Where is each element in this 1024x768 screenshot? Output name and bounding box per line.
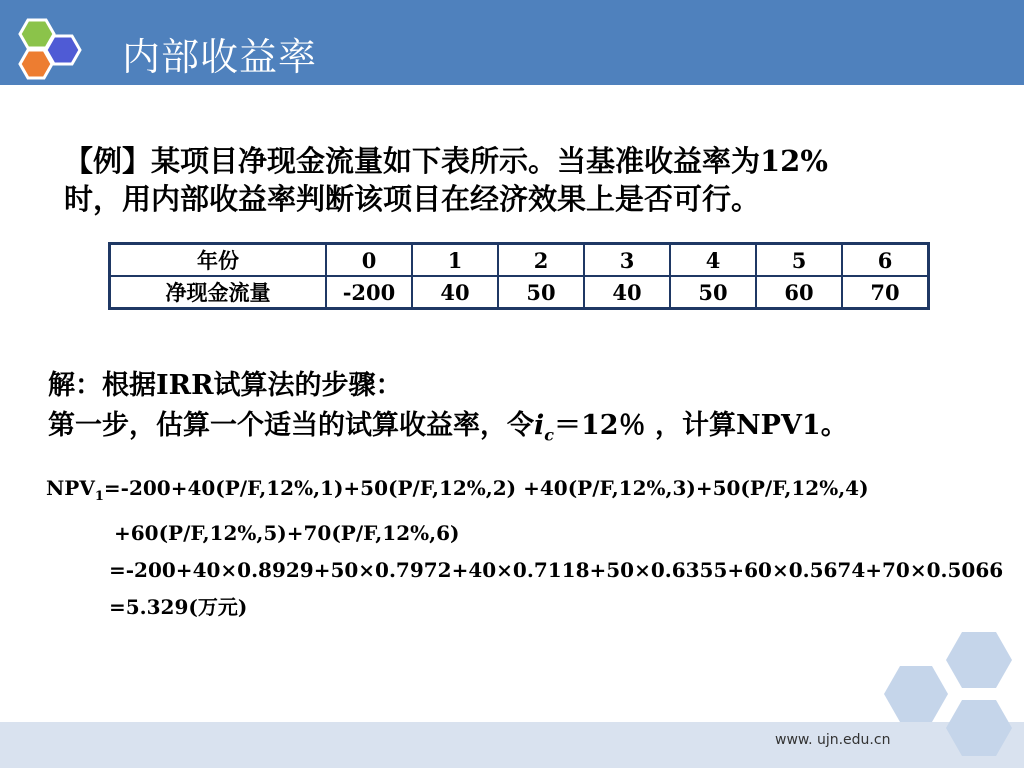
page-title: 内部收益率 <box>122 35 318 79</box>
problem-line-2: 时，用内部收益率判断该项目在经济效果上是否可行。 <box>64 182 761 216</box>
table-cell: 40 <box>412 276 498 309</box>
table-cell: 50 <box>670 276 756 309</box>
ic-variable: i <box>534 410 545 441</box>
formula-line-4: =5.329(万元) <box>109 595 248 619</box>
table-cell: 40 <box>584 276 670 309</box>
table-cell: 50 <box>498 276 584 309</box>
solution-line-2-suffix: ＝12％ ，计算NPV1。 <box>554 410 848 441</box>
table-cell: 1 <box>412 244 498 277</box>
problem-line-1: 【例】某项目净现金流量如下表所示。当基准收益率为12% <box>64 144 828 178</box>
footer-url: www. ujn.edu.cn <box>775 732 891 748</box>
cash-flow-table <box>108 242 930 310</box>
problem-statement <box>64 142 964 218</box>
table-cell: 2 <box>498 244 584 277</box>
row-header-net-cash-flow: 净现金流量 <box>110 276 327 309</box>
formula-line-3: =-200+40×0.8929+50×0.7972+40×0.7118+50×0.6355+60×0.5674+70×0.5066 <box>109 558 1004 582</box>
table-cell: -200 <box>326 276 412 309</box>
table-cell: 4 <box>670 244 756 277</box>
solution-line-2 <box>48 406 848 455</box>
npv-formula <box>46 470 1003 626</box>
table-cell: 60 <box>756 276 842 309</box>
ic-subscript: c <box>544 425 555 445</box>
solution-line-2-prefix: 第一步，估算一个适当的试算收益率，令 <box>48 410 534 441</box>
table-cell: 70 <box>842 276 929 309</box>
title-bar <box>0 0 1024 85</box>
npv-subscript: 1 <box>94 489 104 504</box>
table-cell: 3 <box>584 244 670 277</box>
table-cell: 5 <box>756 244 842 277</box>
formula-line-2: +60(P/F,12%,5)+70(P/F,12%,6) <box>114 521 460 545</box>
formula-line-1-rest: =-200+40(P/F,12%,1)+50(P/F,12%,2) +40(P/F,12%,3)+50(P/F,12%,4) <box>103 476 869 500</box>
solution-line-1: 解：根据IRR试算法的步骤： <box>48 370 403 401</box>
formula-line-1 <box>46 470 1003 515</box>
hexagon-logo-icon <box>10 12 96 88</box>
table-row <box>110 244 929 277</box>
npv-label: NPV <box>46 476 95 500</box>
solution-text <box>48 366 848 455</box>
decorative-hexagons-icon <box>880 630 1024 768</box>
table-cell: 6 <box>842 244 929 277</box>
table-cell: 0 <box>326 244 412 277</box>
row-header-year: 年份 <box>110 244 327 277</box>
table-row <box>110 276 929 309</box>
